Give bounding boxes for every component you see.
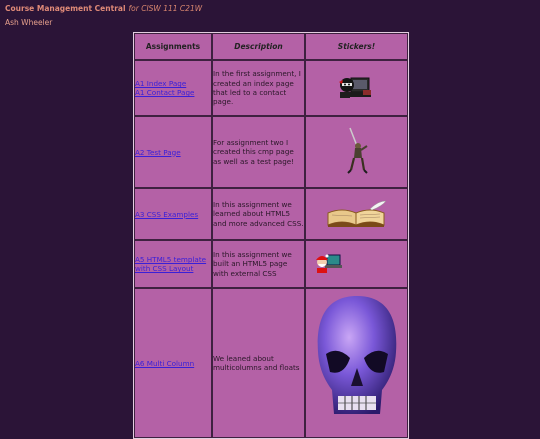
table-row bbox=[134, 188, 408, 240]
sticker-cell bbox=[305, 240, 408, 288]
column-header-assignments: Assignments bbox=[134, 33, 212, 60]
sword-warrior-icon bbox=[345, 126, 369, 176]
open-book-quill-icon bbox=[326, 199, 388, 227]
assignment-links-cell bbox=[134, 60, 212, 116]
description-cell: In the first assignment, I created an index page that led to a contact page. bbox=[212, 60, 305, 116]
sticker-cell bbox=[305, 116, 408, 188]
description-cell: For assignment two I created this cmp page as well as a test page! bbox=[212, 116, 305, 188]
site-header bbox=[5, 4, 202, 13]
description-cell: In this assignment we learned about HTML5 and more advanced CSS. bbox=[212, 188, 305, 240]
a1-contact-page-link[interactable]: A1 Contact Page bbox=[135, 88, 195, 97]
assignment-links-cell bbox=[134, 288, 212, 438]
site-title: Course Management Central bbox=[5, 4, 126, 13]
table-row bbox=[134, 288, 408, 438]
table-row bbox=[134, 240, 408, 288]
assignments-table bbox=[133, 32, 409, 439]
purple-skull-icon bbox=[314, 292, 400, 432]
column-header-stickers: Stickers! bbox=[305, 33, 408, 60]
column-header-description: Description bbox=[212, 33, 305, 60]
assignment-links-cell bbox=[134, 240, 212, 288]
sticker-cell bbox=[305, 60, 408, 116]
description-cell: We leaned about multicolumns and floats bbox=[212, 288, 305, 438]
course-label: for CISW 111 C21W bbox=[128, 4, 203, 13]
a2-test-page-link[interactable]: A2 Test Page bbox=[135, 147, 181, 157]
ninja-computer-icon bbox=[337, 72, 377, 102]
a3-css-examples-link[interactable]: A3 CSS Examples bbox=[135, 209, 199, 219]
description-cell: In this assignment we built an HTML5 page with external CSS bbox=[212, 240, 305, 288]
assignment-links-cell bbox=[134, 188, 212, 240]
table-header-row bbox=[134, 33, 408, 60]
table-row bbox=[134, 116, 408, 188]
santa-laptop-icon bbox=[315, 252, 343, 274]
sticker-cell bbox=[305, 188, 408, 240]
table-row bbox=[134, 60, 408, 116]
user-name: Ash Wheeler bbox=[5, 18, 53, 27]
sticker-cell bbox=[305, 288, 408, 438]
a1-index-page-link[interactable]: A1 Index Page bbox=[135, 79, 187, 88]
a5-html5-template-link[interactable]: A5 HTML5 template with CSS Layout bbox=[135, 255, 207, 273]
assignment-links-cell bbox=[134, 116, 212, 188]
a6-multi-column-link[interactable]: A6 Multi Column bbox=[135, 358, 195, 368]
